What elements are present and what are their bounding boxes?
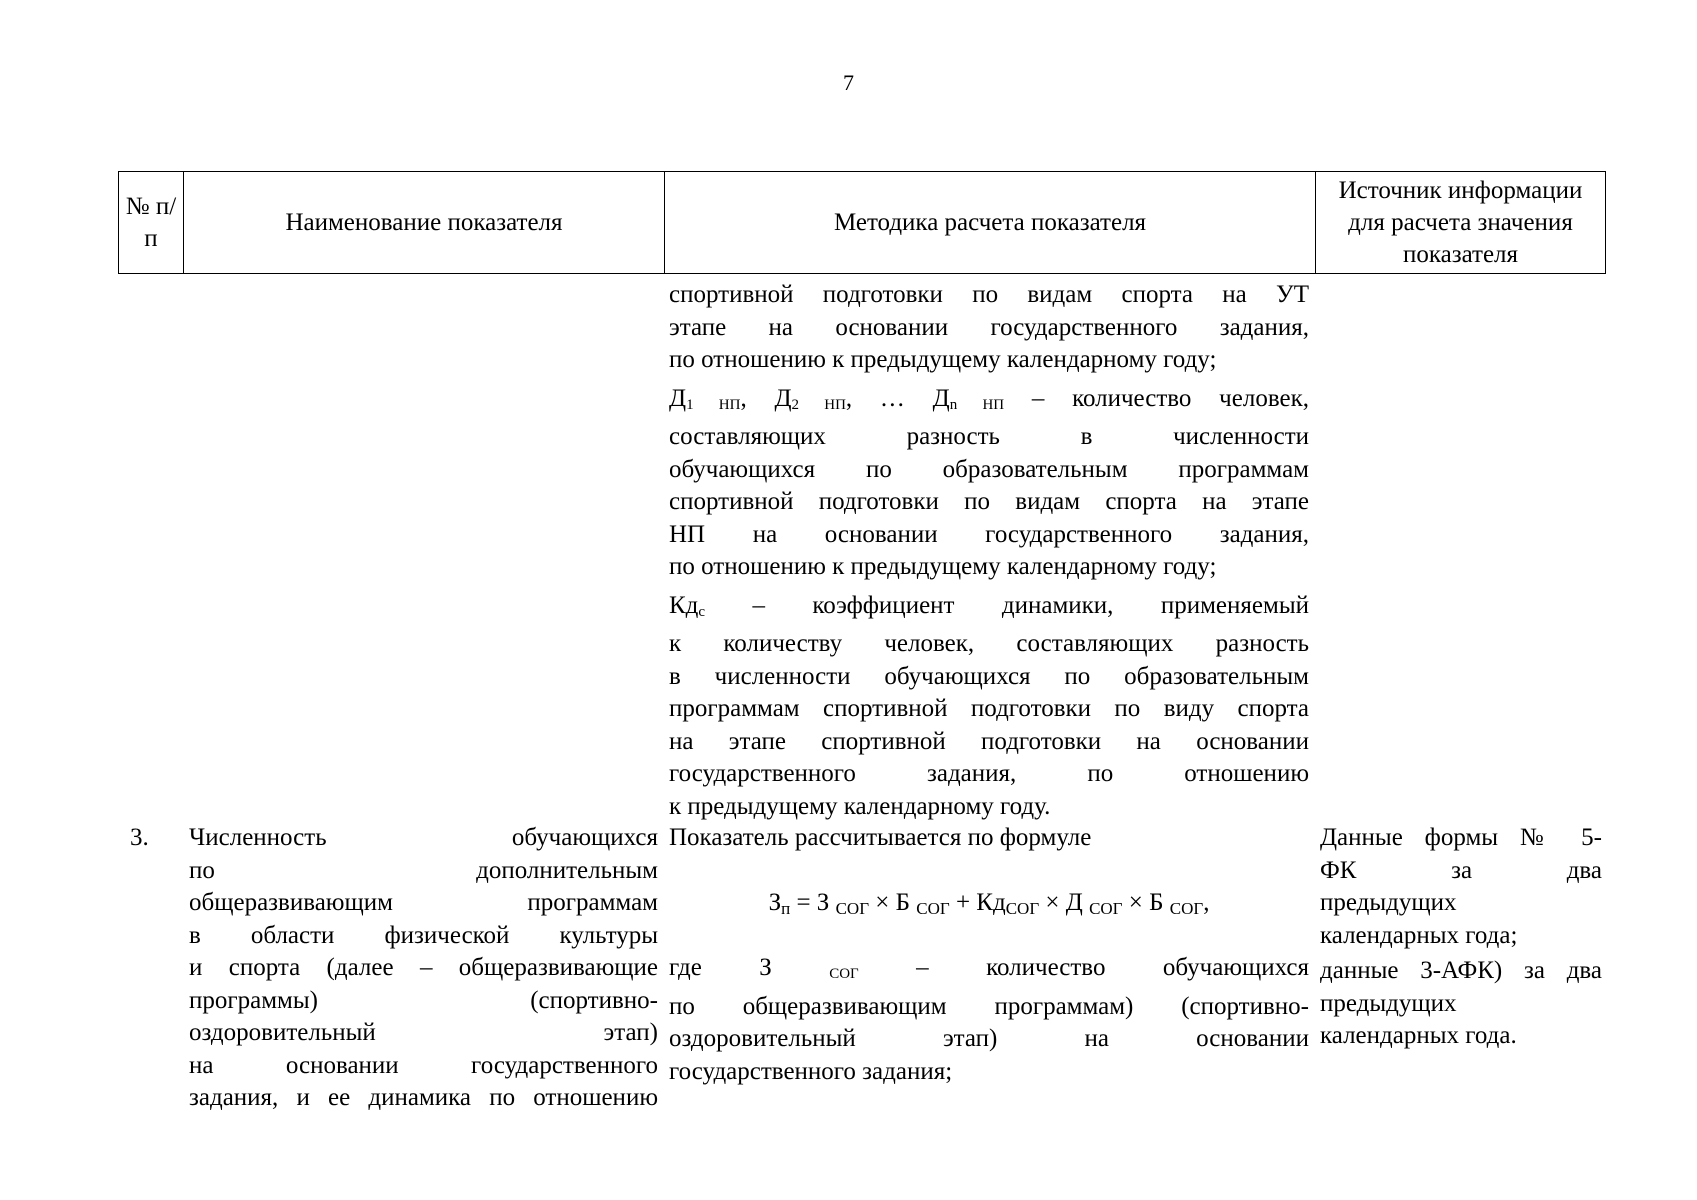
header-col-name: Наименование показателя [183,172,664,273]
text-line: спортивной подготовки по видам спорта на УТ [669,281,1309,308]
text-line: в области физической культуры [189,921,658,949]
page-number: 7 [843,70,854,95]
formula: $З_п = З$ $_{СОГ}$ × Б $_{СОГ} + Кд_{СОГ} \times Д$ $_{СОГ}$ × Б $_{СОГ}$, [768,889,1210,918]
text-line: предыдущих [1320,889,1457,916]
text-line: программам спортивной подготовки по виду спорта [669,695,1309,722]
text-line: Данные формы № 5- [1320,824,1602,851]
method-paragraph-3 [669,590,1309,824]
text-line: $Кд_с$ – коэффициент динамики, применяемый [669,591,1309,620]
text-line: этапе на основании государственного задания, [669,313,1309,341]
row-number: 3. [130,824,149,851]
text-line: где З $_{СОГ}$ – количество обучающихся [669,954,1309,982]
indicator-name-cell [189,822,658,1115]
text-line: данные 3-АФК) за два [1320,957,1602,984]
text-line: на этапе спортивной подготовки на основании [669,727,1309,755]
table-header [118,171,1606,274]
header-col-source: Источник информации для расчета значения показателя [1315,172,1605,273]
text-line: и спорта (далее – общеразвивающие [189,954,658,981]
text-line: в численности обучающихся по образовательным [669,662,1309,690]
method-where-cell [669,952,1309,1088]
text-line: по общеразвивающим программам) (спортивно- [669,992,1309,1020]
text-line: государственного задания, по отношению [669,760,1309,787]
method-intro: Показатель рассчитывается по формуле [669,824,1092,851]
text-line: оздоровительный этап) на основании [669,1025,1309,1052]
text-line: по дополнительным [189,856,658,884]
method-paragraph-2 [669,383,1309,584]
text-line: ФК за два [1320,856,1602,884]
text-line: по отношению к предыдущему календарному году; [669,346,1217,373]
text-line: к количеству человек, составляющих разность [669,630,1309,657]
text-line: календарных года. [1320,1022,1517,1049]
text-line: программы) (спортивно- [189,986,658,1014]
text-line: составляющих разность в численности [669,423,1309,450]
text-line: оздоровительный этап) [189,1019,658,1046]
text-line: предыдущих [1320,989,1457,1017]
text-line: государственного задания; [669,1057,953,1085]
text-line: $Д_{1 НП}$, $Д_{2 НП}$, … $Д_{n НП}$ – количество человек, [669,384,1309,413]
text-line: НП на основании государственного задания, [669,520,1309,548]
header-col-number: № п/п [125,192,177,252]
header-col-method: Методика расчета показателя [664,172,1315,273]
source-cell [1320,822,1602,1053]
text-line: спортивной подготовки по видам спорта на этапе [669,488,1309,515]
text-line: к предыдущему календарному году. [669,792,1051,820]
continued-method-cell [669,279,1309,823]
method-paragraph-1 [669,279,1309,377]
text-line: Численность обучающихся [189,824,658,851]
text-line: по отношению к предыдущему календарному году; [669,553,1217,580]
text-line: обучающихся по образовательным программам [669,455,1309,483]
text-line: календарных года; [1320,921,1518,949]
text-line: на основании государственного [189,1051,658,1079]
text-line: задания, и ее динамика по отношению [189,1084,658,1111]
method-cell [669,822,1309,855]
text-line: общеразвивающим программам [189,889,658,916]
